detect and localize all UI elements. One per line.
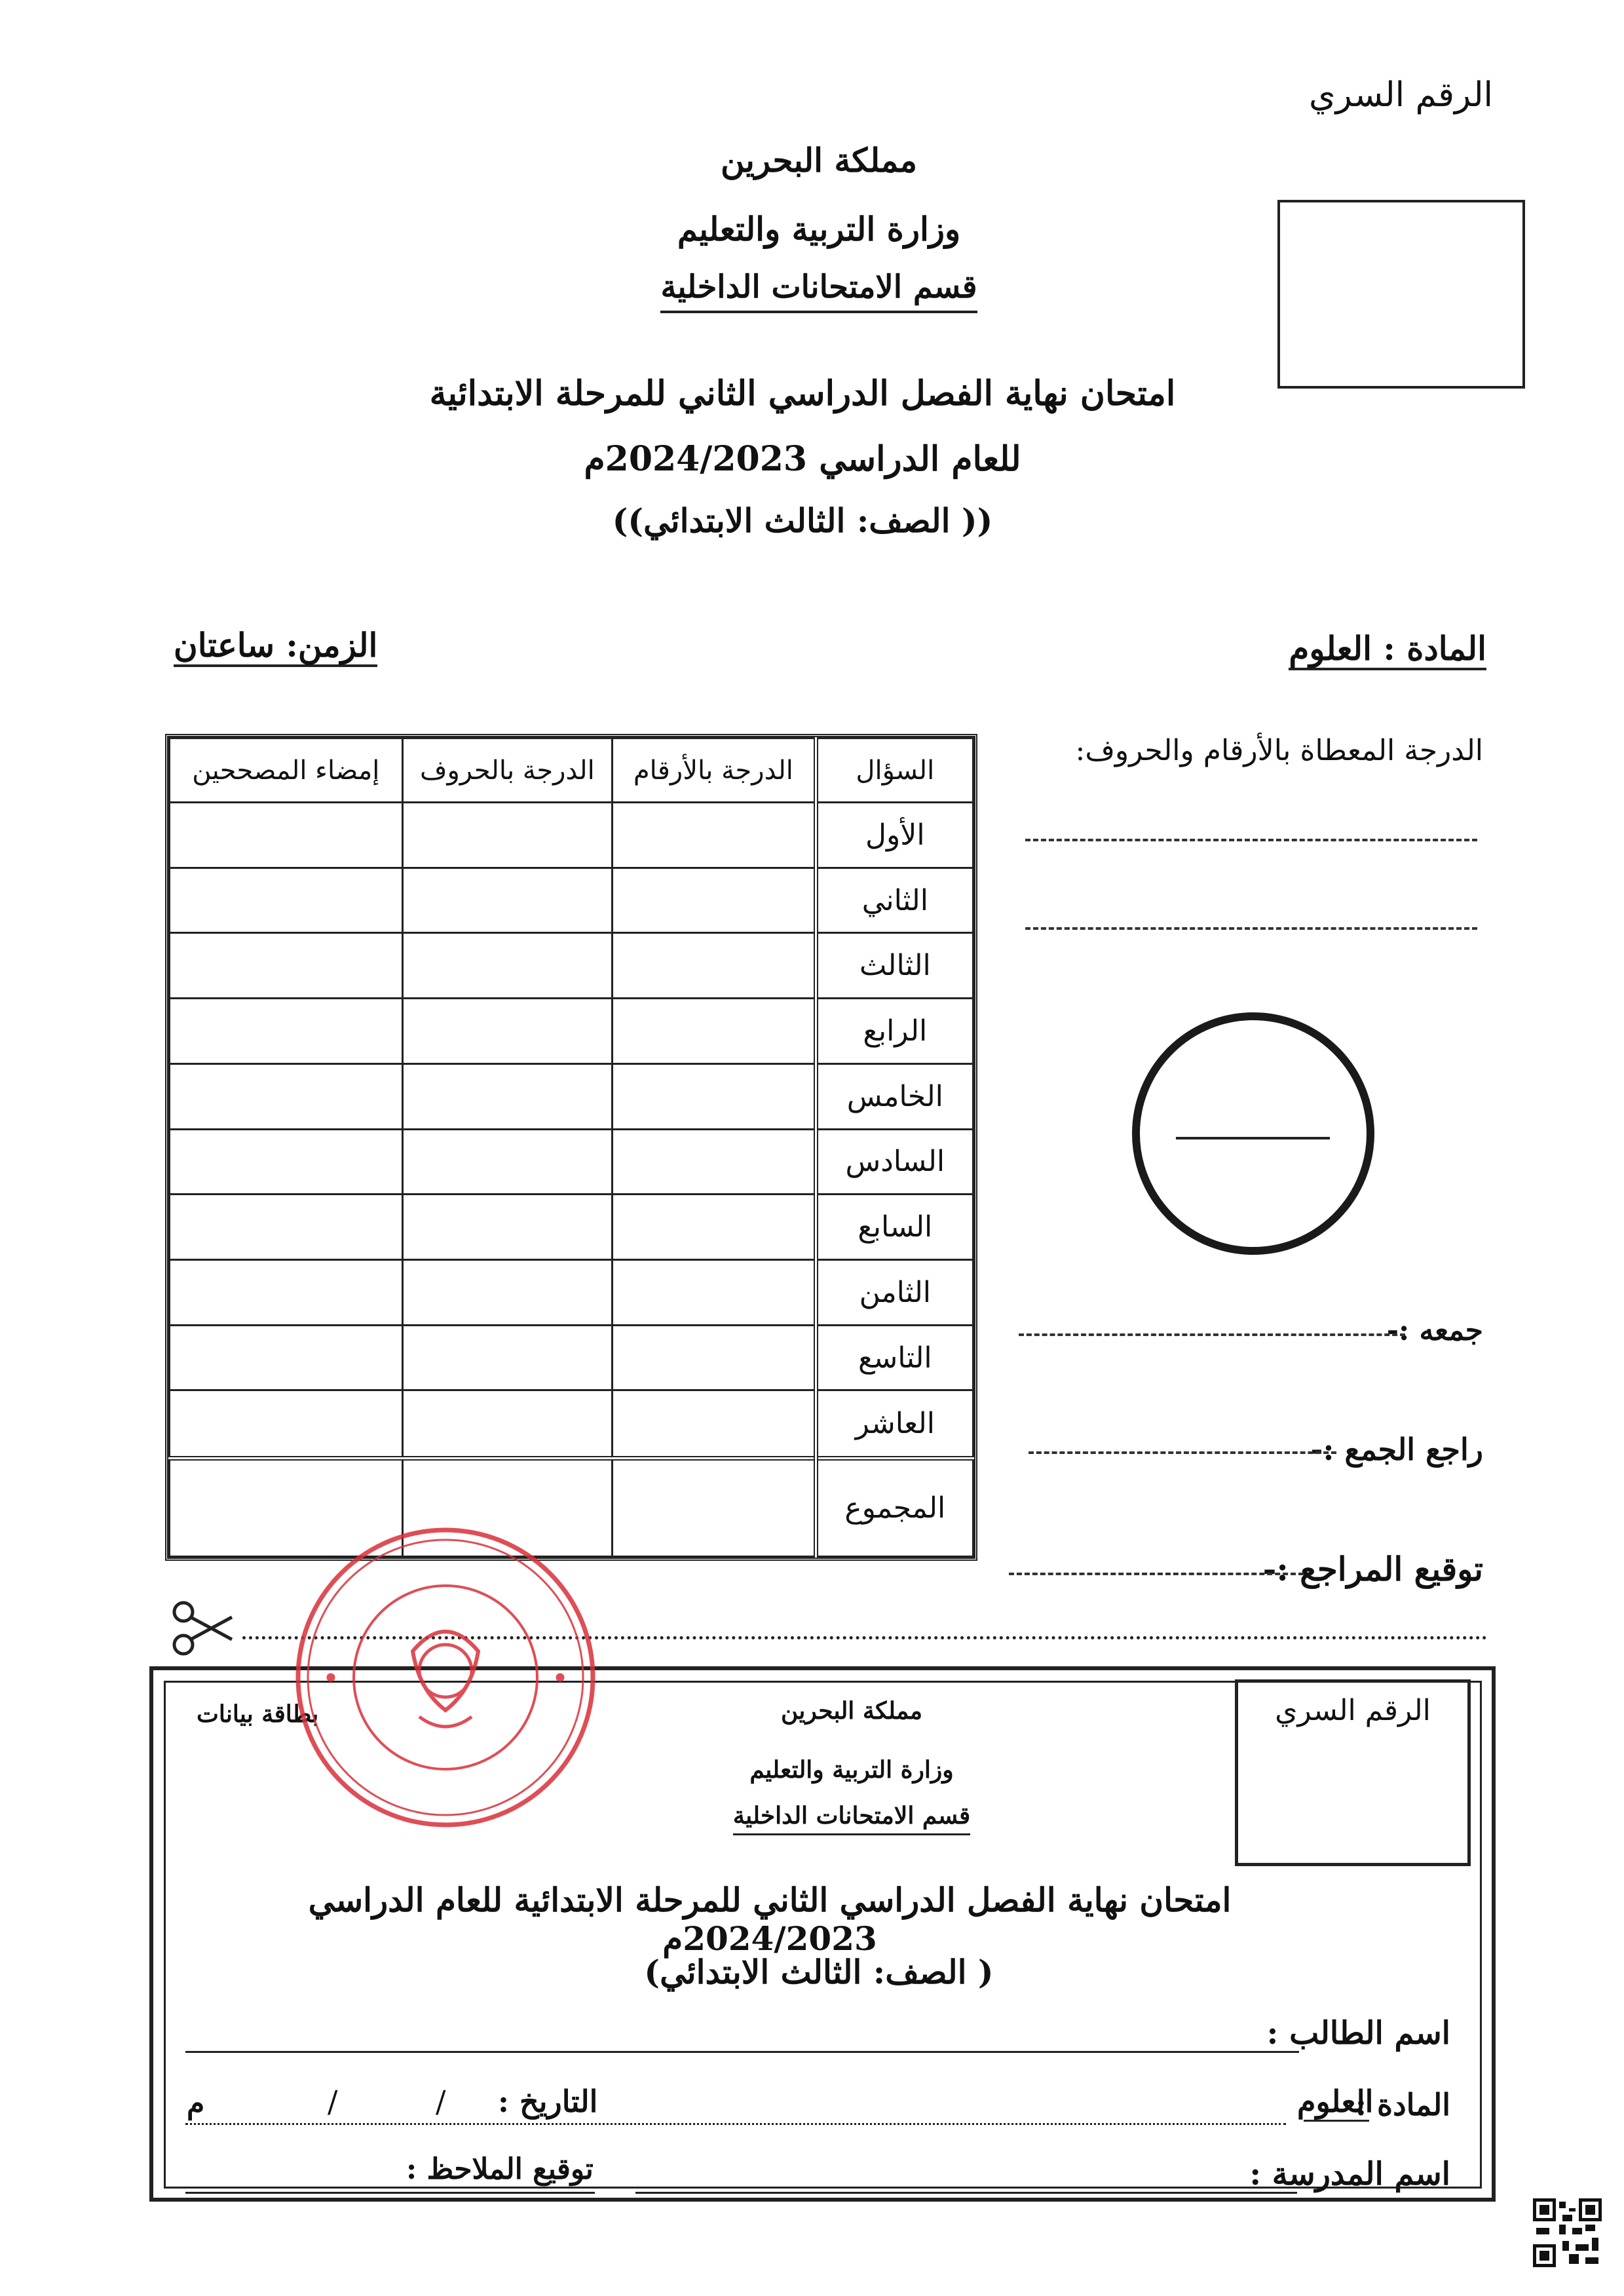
card-grade-level: ( الصف: الثالث الابتدائي) [644,1953,994,1991]
ministry-stamp [288,1520,603,1835]
grade-letters-cell[interactable] [402,1390,613,1459]
table-row [170,1325,973,1390]
grade-numbers-cell[interactable] [613,1195,816,1260]
question-label: الثامن [816,1260,973,1326]
observer-signature-field[interactable] [185,2192,595,2194]
student-name-label: اسم الطالب : [1266,2015,1450,2052]
data-card-label: بطاقة بيانات [197,1700,319,1728]
time-label [174,626,377,664]
grade-numbers-cell[interactable] [613,1325,816,1390]
card-secret-number-label: الرقم السري [1275,1694,1431,1727]
table-row [170,803,973,868]
question-label: الثالث [816,933,973,999]
question-label: السادس [816,1129,973,1195]
collected-by-line[interactable] [1019,1333,1405,1336]
time-text: الزمن: ساعتان [174,626,377,667]
question-label: الرابع [816,999,973,1064]
grade-numbers-cell[interactable] [613,999,816,1064]
header-graders-signature: إمضاء المصححين [170,738,403,803]
observer-signature-label: توقيع الملاحظ : [406,2152,594,2186]
signature-cell[interactable] [170,1260,403,1326]
department-title [590,269,1048,305]
grade-table-header [170,738,973,803]
card-exam-title: امتحان نهاية الفصل الدراسي الثاني للمرحلة الابتدائية للعام الدراسي 2024/2023م [308,1881,1232,1958]
given-grade-line-2[interactable] [1025,927,1477,930]
grade-numbers-cell[interactable] [613,868,816,933]
table-row [170,1063,973,1129]
table-row [170,999,973,1064]
student-name-field[interactable] [185,2051,1299,2053]
reviewer-signature-line[interactable] [1009,1573,1304,1575]
grade-numbers-cell[interactable] [613,803,816,868]
question-label: التاسع [816,1325,973,1390]
card-department [688,1802,1015,1829]
question-label: العاشر [816,1390,973,1459]
grade-circle-line [1176,1137,1330,1139]
reviewer-signature-label: توقيع المراجع :- [1262,1550,1483,1588]
card-subject-label: المادة : [1355,2087,1450,2122]
given-grade-label: الدرجة المعطاة بالأرقام والحروف: [1075,734,1483,767]
table-row [170,868,973,933]
signature-cell[interactable] [170,868,403,933]
table-row [170,1260,973,1326]
grade-letters-cell[interactable] [402,1195,613,1260]
rechecked-by-label: راجع الجمع :- [1310,1432,1483,1467]
kingdom-title: مملكة البحرين [720,141,918,180]
header-grade-numbers: الدرجة بالأرقام [613,738,816,803]
grade-letters-cell[interactable] [402,1325,613,1390]
qr-code-icon [1533,2198,1602,2267]
question-label: الأول [816,803,973,868]
signature-cell[interactable] [170,1390,403,1459]
date-separator: / [328,2084,338,2119]
grade-letters-cell[interactable] [402,999,613,1064]
date-label: التاريخ : [498,2084,598,2119]
collected-by-label: جمعه :- [1386,1314,1483,1347]
signature-cell[interactable] [170,999,403,1064]
grade-numbers-cell[interactable] [613,1390,816,1459]
grade-numbers-cell[interactable] [613,933,816,999]
question-label: الثاني [816,868,973,933]
rechecked-by-line[interactable] [1029,1451,1336,1454]
grade-circle[interactable] [1132,1012,1374,1255]
exam-title: امتحان نهاية الفصل الدراسي الثاني للمرحلة الابتدائية [429,373,1176,413]
grade-numbers-cell[interactable] [613,1063,816,1129]
grade-letters-cell[interactable] [402,803,613,868]
question-label: السابع [816,1195,973,1260]
secret-number-box[interactable] [1277,200,1525,389]
grade-table [165,734,977,1561]
date-suffix: م [187,2087,205,2120]
total-label: المجموع [816,1459,973,1557]
grade-letters-cell[interactable] [402,1260,613,1326]
secret-number-label: الرقم السري [1308,75,1493,115]
grade-numbers-cell[interactable] [613,1260,816,1326]
signature-cell[interactable] [170,1063,403,1129]
header-grade-letters: الدرجة بالحروف [402,738,613,803]
department-title-text: قسم الامتحانات الداخلية [660,269,977,313]
table-row [170,1390,973,1459]
card-department-text: قسم الامتحانات الداخلية [733,1802,970,1835]
grade-letters-cell[interactable] [402,933,613,999]
signature-cell[interactable] [170,1195,403,1260]
card-subject-value: العلوم [1297,2084,1374,2119]
table-row [170,1195,973,1260]
given-grade-line-1[interactable] [1025,839,1477,841]
academic-year: للعام الدراسي 2024/2023م [584,439,1021,479]
card-ministry: وزارة التربية والتعليم [749,1756,954,1784]
signature-cell[interactable] [170,1325,403,1390]
card-kingdom: مملكة البحرين [780,1697,923,1725]
subject-text: المادة : العلوم [1289,629,1486,670]
grade-numbers-cell[interactable] [613,1129,816,1195]
signature-cell[interactable] [170,933,403,999]
signature-cell[interactable] [170,803,403,868]
scissors-icon [169,1599,235,1658]
ministry-title: وزارة التربية والتعليم [677,210,961,248]
grade-letters-cell[interactable] [402,868,613,933]
table-row [170,933,973,999]
school-name-field[interactable] [635,2192,1297,2194]
date-separator: / [436,2084,446,2119]
grade-letters-cell[interactable] [402,1129,613,1195]
total-numbers-cell[interactable] [613,1459,816,1557]
date-field[interactable] [185,2123,1286,2125]
grade-letters-cell[interactable] [402,1063,613,1129]
table-row [170,1129,973,1195]
header-question: السؤال [816,738,973,803]
question-label: الخامس [816,1063,973,1129]
school-name-label: اسم المدرسة : [1249,2156,1450,2192]
signature-cell[interactable] [170,1129,403,1195]
subject-label [1289,629,1486,668]
card-subject-underline [1304,2120,1369,2122]
grade-level: (( الصف: الثالث الابتدائي)) [612,501,993,540]
